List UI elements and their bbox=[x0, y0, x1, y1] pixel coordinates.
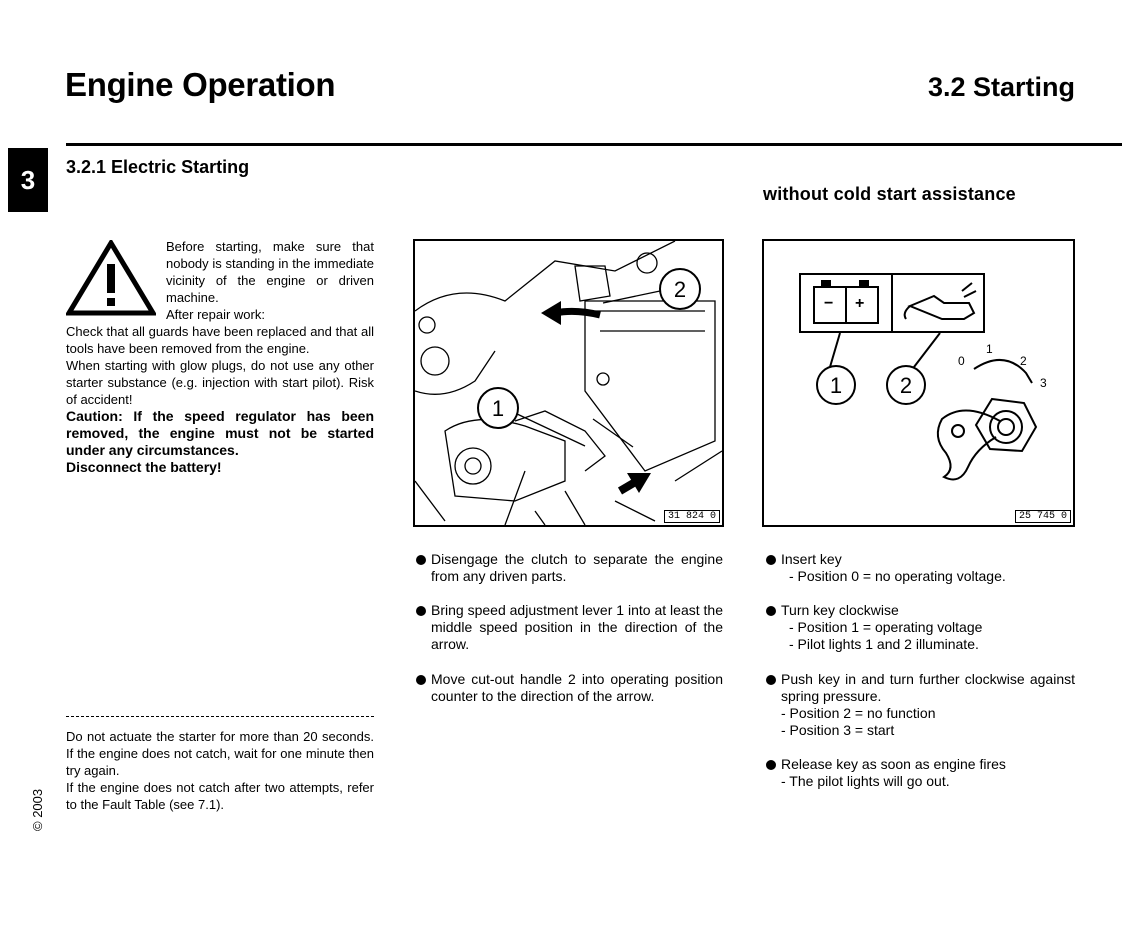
subsection-title: 3.2.1 Electric Starting bbox=[66, 157, 250, 177]
starter-note: Do not actuate the starter for more than 20 seconds. If the engine does not catch, wait for one minute then try again. If the engine does not catch after two attempts, refer to the Fault Table (see 7.1). bbox=[66, 729, 374, 812]
header-rule bbox=[66, 143, 1122, 146]
list-item: Release key as soon as engine fires - The pilot lights will go out. bbox=[781, 756, 1075, 790]
pilot-light-callout-1: 1 bbox=[829, 373, 843, 398]
chapter-tab: 3 bbox=[8, 148, 48, 212]
key-position-1: 1 bbox=[986, 342, 993, 356]
after-repair-label: After repair work: bbox=[166, 307, 265, 322]
key-position-0: 0 bbox=[958, 354, 965, 368]
pilot-light-callout-2: 2 bbox=[899, 373, 913, 398]
key-position-2: 2 bbox=[1020, 354, 1027, 368]
bullet-icon bbox=[766, 555, 776, 565]
engine-callout-2: 2 bbox=[673, 277, 687, 302]
page-title: Engine Operation bbox=[65, 66, 336, 103]
check-guards-text: Check that all guards have been replaced and that all tools have been removed from the engine. bbox=[66, 324, 374, 356]
list-item: Turn key clockwise - Position 1 = operating voltage - Pilot lights 1 and 2 illuminate. bbox=[781, 602, 1075, 653]
bullet-icon bbox=[416, 675, 426, 685]
note-divider bbox=[66, 716, 374, 717]
figure-number: 31 824 0 bbox=[664, 510, 720, 523]
bullet-icon bbox=[766, 675, 776, 685]
warning-body bbox=[66, 323, 374, 476]
list-item: Insert key - Position 0 = no operating voltage. bbox=[781, 551, 1075, 585]
list-item: Disengage the clutch to separate the engine from any driven parts. bbox=[431, 551, 723, 585]
battery-minus-sign: − bbox=[824, 295, 834, 312]
battery-plus-sign: + bbox=[855, 295, 865, 312]
glow-plugs-text: When starting with glow plugs, do not use any other starter substance (e.g. injection with start pilot). Risk of accident! bbox=[66, 358, 374, 407]
warning-intro: Before starting, make sure that nobody is standing in the immediate vicinity of the engine or driven machine. After repair work: bbox=[166, 239, 374, 322]
warning-triangle-icon bbox=[66, 240, 156, 316]
bullet-icon bbox=[766, 606, 776, 616]
bullet-icon bbox=[416, 555, 426, 565]
engine-callout-1: 1 bbox=[491, 396, 505, 421]
engine-illustration bbox=[415, 241, 722, 525]
subsection-right-title: without cold start assistance bbox=[763, 184, 1016, 204]
figure-number: 25 745 0 bbox=[1015, 510, 1071, 523]
copyright: © 2003 bbox=[30, 788, 45, 831]
key-switch-illustration bbox=[764, 241, 1073, 525]
section-title: 3.2 Starting bbox=[928, 72, 1076, 102]
list-item: Bring speed adjustment lever 1 into at least the middle speed position in the direction of the arrow. bbox=[431, 602, 723, 653]
caution-text: Caution: If the speed regulator has been removed, the engine must not be started under any circumstances. bbox=[66, 408, 374, 458]
key-position-3: 3 bbox=[1040, 376, 1047, 390]
bullet-icon bbox=[416, 606, 426, 616]
list-item: Move cut-out handle 2 into operating position counter to the direction of the arrow. bbox=[431, 671, 723, 705]
disconnect-text: Disconnect the battery! bbox=[66, 459, 222, 475]
bullet-icon bbox=[766, 760, 776, 770]
engine-figure bbox=[413, 239, 724, 527]
list-item: Push key in and turn further clockwise against spring pressure. - Position 2 = no function - Position 3 = start bbox=[781, 671, 1075, 739]
key-switch-figure bbox=[762, 239, 1075, 527]
